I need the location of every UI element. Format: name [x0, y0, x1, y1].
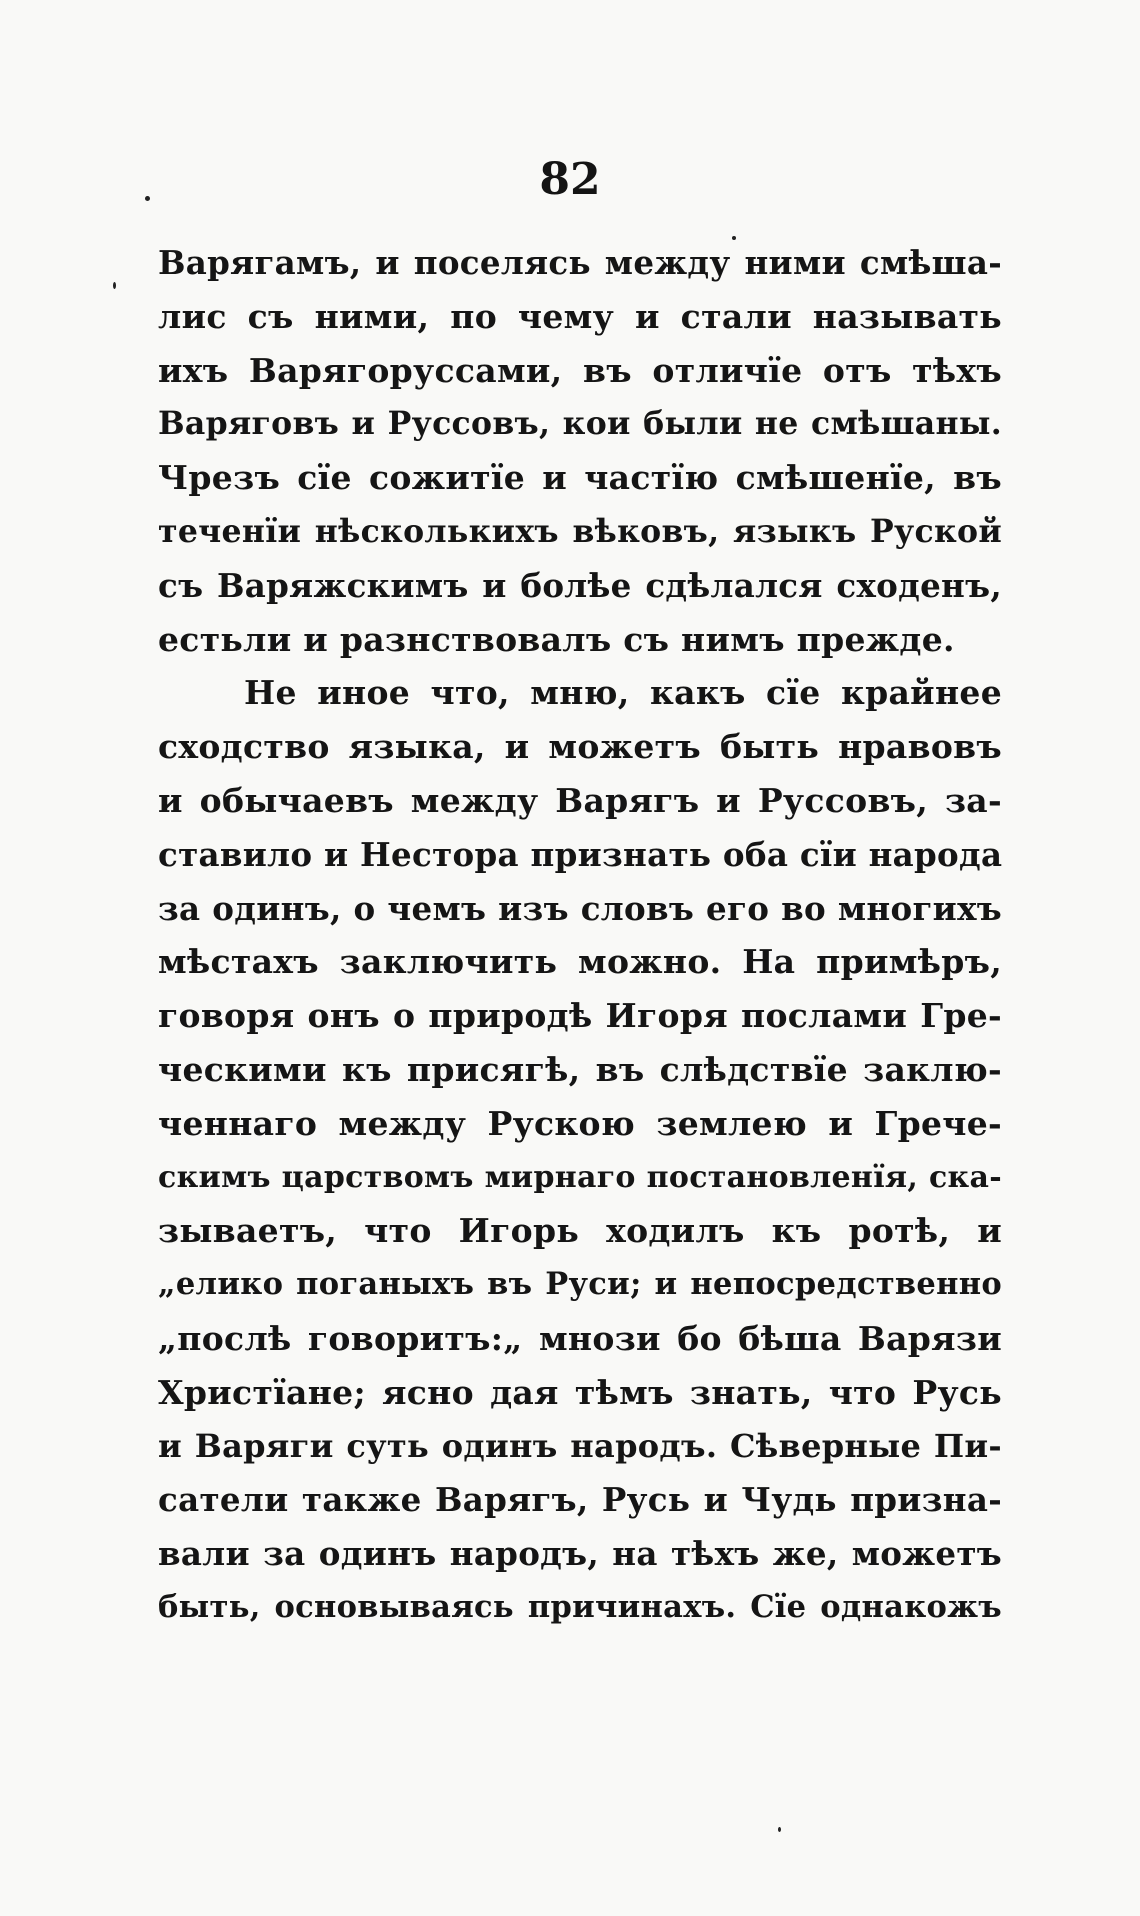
text-line: и Варяги суть одинъ народъ. Сѣверные Пи-	[158, 1426, 1002, 1465]
scan-speck	[778, 1827, 781, 1832]
text-line: скимъ царствомъ мирнаго постановленїя, ска-	[158, 1159, 1002, 1195]
paragraph-1	[158, 236, 1002, 666]
text-line: ихъ Варягоруссами, въ отличїе отъ тѣхъ	[158, 350, 1002, 390]
text-line: сатели также Варягъ, Русь и Чудь призна-	[158, 1480, 1002, 1520]
text-line: вали за одинъ народъ, на тѣхъ же, можетъ	[158, 1534, 1002, 1574]
text-line: Не иное что, мню, какъ сїе крайнее	[244, 673, 1002, 713]
text-line: „послѣ говоритъ:„ мнози бо бѣша Варязи	[158, 1318, 1002, 1358]
page-number: 82	[539, 154, 601, 205]
text-line: лис съ ними, по чему и стали называть	[158, 296, 1002, 336]
text-line: Варягамъ, и поселясь между ними смѣша-	[158, 243, 1002, 282]
text-line: естьли и разнствовалъ съ нимъ прежде.	[158, 619, 955, 659]
text-line: Чрезъ сїе сожитїе и частїю смѣшенїе, въ	[158, 458, 1002, 498]
text-line: ческими къ присягѣ, въ слѣдствїе заклю-	[158, 1049, 1002, 1089]
text-line: ченнаго между Рускою землею и Грече-	[158, 1103, 1002, 1143]
scan-speck	[732, 236, 736, 240]
text-line: зываетъ, что Игорь ходилъ къ ротѣ, и	[158, 1211, 1002, 1251]
text-line: Варяговъ и Руссовъ, кои были не смѣшаны.	[158, 405, 1002, 443]
text-line: теченїи нѣсколькихъ вѣковъ, языкъ Руской	[158, 512, 1002, 550]
text-line: говоря онъ о природѣ Игоря послами Гре-	[158, 996, 1002, 1036]
text-line: Христїане; ясно дая тѣмъ знать, что Русь	[158, 1372, 1002, 1412]
text-line: быть, основываясь причинахъ. Сїе однакожъ	[158, 1588, 1002, 1625]
paragraph-2	[158, 666, 1002, 1634]
text-line: и обычаевъ между Варягъ и Руссовъ, за-	[158, 780, 1002, 820]
scan-speck	[113, 282, 116, 289]
page-body-text	[158, 236, 1002, 1635]
text-line: съ Варяжскимъ и болѣе сдѣлался сходенъ,	[158, 565, 1002, 605]
text-line: мѣстахъ заключить можно. На примѣръ,	[158, 942, 1002, 982]
scan-speck	[145, 196, 150, 201]
text-line: „елико поганыхъ въ Руси; и непосредственно	[158, 1266, 1002, 1303]
text-line: сходство языка, и можетъ быть нравовъ	[158, 727, 1002, 767]
text-line: за одинъ, о чемъ изъ словъ его во многихъ	[158, 888, 1002, 928]
text-line: ставило и Нестора признать оба сїи народа	[158, 834, 1003, 874]
